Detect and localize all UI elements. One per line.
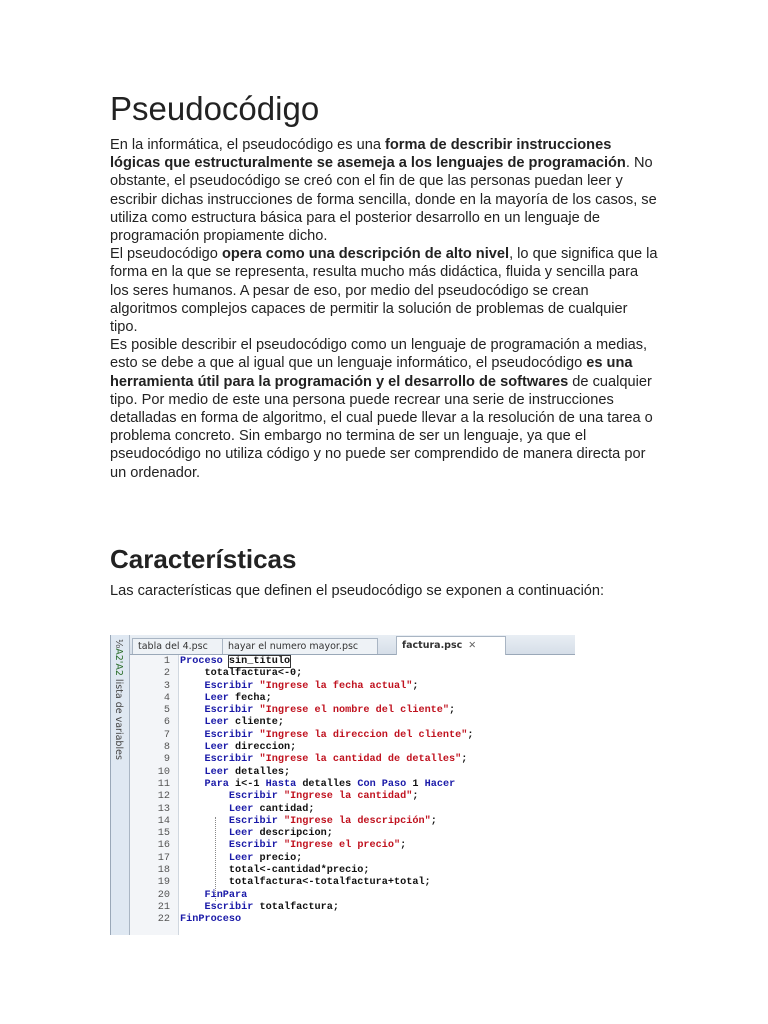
code-content — [180, 693, 272, 705]
pseint-editor-screenshot — [110, 635, 575, 935]
line-number: 19 — [157, 877, 170, 889]
code-token-tail: ; — [430, 815, 437, 827]
line-number: 14 — [157, 815, 170, 827]
line-number: 17 — [157, 852, 170, 864]
code-token-kw4: Hacer — [424, 778, 456, 790]
code-line[interactable] — [130, 705, 575, 717]
paragraph-2-bold: opera como una descripción de alto nivel — [221, 246, 510, 263]
page-title: Pseudocódigo — [110, 90, 320, 127]
code-token-kw: Escribir — [204, 680, 254, 692]
code-token-plain: totalfactura<-totalfactura+total; — [228, 877, 431, 889]
code-token-plain: descripcion; — [253, 828, 333, 840]
paragraph-1-text-a: En la informática, el pseudocódigo es una — [110, 137, 386, 153]
code-content — [180, 828, 333, 840]
code-token-str: "Ingrese la descripción" — [277, 815, 431, 827]
code-content — [180, 816, 437, 828]
code-token-indent — [180, 877, 229, 888]
code-token-str: "Ingrese la cantidad de detalles" — [253, 754, 462, 766]
line-number: 12 — [157, 791, 170, 803]
code-content — [180, 865, 370, 877]
close-icon[interactable]: ✕ — [468, 640, 477, 651]
section-intro: Las características que definen el pseudocódigo se exponen a continuación: — [110, 583, 605, 599]
code-content — [180, 742, 296, 754]
side-panel-vars-icon: A2'A2 — [113, 648, 124, 676]
code-token-plain3: 1 — [406, 778, 425, 790]
code-content — [180, 791, 418, 803]
code-token-plain: total<-cantidad*precio; — [228, 865, 370, 877]
code-line[interactable] — [130, 693, 575, 705]
code-token-indent — [180, 853, 229, 864]
code-line[interactable] — [130, 853, 575, 865]
code-token-kw: Escribir — [228, 815, 278, 827]
article-body — [110, 136, 658, 482]
code-line[interactable] — [130, 668, 575, 680]
code-area[interactable] — [130, 656, 575, 927]
code-token-plain: totalfactura<-0; — [204, 668, 303, 680]
paragraph-3-bold: es una herramienta útil para la programación y el desarrollo de softwares — [110, 355, 633, 390]
code-token-str: "Ingrese el nombre del cliente" — [253, 705, 450, 717]
code-token-tail: ; — [461, 754, 468, 766]
code-line[interactable] — [130, 877, 575, 889]
code-token-indent — [180, 816, 229, 827]
code-content — [180, 681, 418, 693]
code-token-kw: Escribir — [228, 791, 278, 803]
code-token-hl: sin_titulo — [228, 656, 291, 667]
code-token-kw: Escribir — [204, 754, 254, 766]
code-content — [180, 804, 315, 816]
code-token-tail: ; — [412, 680, 419, 692]
code-token-indent — [180, 717, 204, 728]
code-content — [180, 705, 455, 717]
line-number: 13 — [157, 803, 170, 815]
code-token-indent — [180, 742, 204, 753]
code-content — [180, 914, 241, 926]
code-token-indent — [180, 890, 204, 901]
code-line[interactable] — [130, 717, 575, 729]
code-token-indent — [180, 730, 204, 741]
line-number: 15 — [157, 828, 170, 840]
code-token-indent — [180, 840, 229, 851]
code-token-indent — [180, 705, 204, 716]
code-token-tail: ; — [449, 705, 456, 717]
line-number: 4 — [163, 692, 170, 704]
code-token-kw: FinProceso — [180, 914, 242, 926]
code-line[interactable] — [130, 742, 575, 754]
code-token-str: "Ingrese la direccion del cliente" — [253, 729, 468, 741]
line-number: 20 — [157, 889, 170, 901]
paragraph-3-text-a: Es posible describir el pseudocódigo como un lenguaje de programación a medias, esto se debe a que al igual que un lenguaje informático, el pseudocódigo — [110, 337, 648, 372]
code-token-plain: cantidad; — [253, 803, 315, 815]
paragraph-3 — [110, 336, 658, 482]
variables-side-panel[interactable] — [111, 635, 130, 935]
editor-tab-bar — [130, 635, 575, 655]
code-token-indent — [180, 791, 229, 802]
code-token-indent — [180, 693, 204, 704]
code-token-kw: Leer — [204, 717, 229, 729]
section-heading: Características — [110, 544, 297, 574]
code-token-tail: ; — [412, 791, 419, 803]
line-number: 16 — [157, 840, 170, 852]
code-content — [180, 779, 455, 791]
code-token-kw: Leer — [228, 852, 254, 864]
code-token-indent — [180, 865, 229, 876]
paragraph-1 — [110, 136, 658, 245]
code-content — [180, 767, 290, 779]
code-content — [180, 656, 290, 668]
paragraph-2-text-a: El pseudocódigo — [110, 246, 222, 263]
paragraph-3-text-c: de cualquier tipo. Por medio de este una persona puede recrear una serie de instrucciones detalladas en forma de algoritmo, el cual puede llevar a la resolución de una tarea o problema concreto. Sin embargo no termina de ser un lenguaje, ya que el pseudocódigo no utiliza código y no puede ser comprendido de manera directa por un ordenador. — [110, 373, 653, 481]
code-token-str: "Ingrese la cantidad" — [277, 791, 413, 803]
code-content — [180, 668, 302, 680]
line-number: 6 — [163, 717, 170, 729]
code-line[interactable] — [130, 865, 575, 877]
code-line[interactable] — [130, 730, 575, 742]
tab-label: hayar el numero mayor.psc — [228, 641, 359, 652]
line-number: 21 — [157, 901, 170, 913]
code-token-kw: Leer — [204, 742, 229, 754]
code-line[interactable] — [130, 914, 575, 926]
code-token-kw: Para — [204, 778, 229, 790]
code-token-indent — [180, 767, 204, 778]
paragraph-2 — [110, 245, 658, 336]
code-token-tail: ; — [467, 729, 474, 741]
line-number: 7 — [163, 729, 170, 741]
code-token-indent — [180, 779, 204, 790]
code-line[interactable] — [130, 890, 575, 902]
paragraph-1-text-c: . No obstante, el pseudocódigo se creó con el fin de que las personas puedan leer y escribir dichas instrucciones de forma sencilla, donde en la mayoría de los casos, se utiliza como estructura básica para el posterior desarrollo en un lenguaje de programación propiamente dicho. — [110, 155, 657, 245]
paragraph-2-text-c: , lo que significa que la forma en la que se representa, resulta mucho más didáctica, fluida y sencilla para los seres humanos. A pesar de eso, por medio del pseudocódigo se crean algoritmos complejos capaces de permitir la solución de problemas de cualquier tipo. — [110, 246, 658, 336]
code-content — [180, 877, 431, 889]
code-token-plain: i<-1 — [228, 778, 266, 790]
code-content — [180, 902, 339, 914]
code-line[interactable] — [130, 779, 575, 791]
code-line[interactable] — [130, 681, 575, 693]
code-line[interactable] — [130, 656, 575, 668]
code-token-str: "Ingrese el precio" — [277, 840, 401, 852]
tab-label: tabla del 4.psc — [138, 641, 208, 652]
code-token-indent — [180, 804, 229, 815]
code-content — [180, 853, 302, 865]
code-token-plain2: detalles — [296, 778, 358, 790]
line-number: 2 — [163, 668, 170, 680]
line-number: 3 — [163, 680, 170, 692]
code-content — [180, 890, 247, 902]
code-content — [180, 840, 406, 852]
side-panel-prefix: ¹⁄₀ — [113, 639, 124, 649]
code-line[interactable] — [130, 902, 575, 914]
code-token-plain: fecha; — [228, 692, 272, 704]
code-content — [180, 730, 474, 742]
line-number: 1 — [163, 656, 170, 667]
code-token-plain: direccion; — [228, 742, 297, 754]
code-content — [180, 754, 467, 766]
code-token-kw: Leer — [204, 766, 229, 778]
code-token-kw: Leer — [204, 692, 229, 704]
code-token-plain: cliente; — [228, 717, 284, 729]
code-token-kw3: Con Paso — [357, 778, 407, 790]
code-token-indent — [180, 754, 204, 765]
code-token-plain: totalfactura; — [253, 901, 339, 913]
code-token-str: "Ingrese la fecha actual" — [253, 680, 413, 692]
code-line[interactable] — [130, 828, 575, 840]
line-number: 18 — [157, 865, 170, 877]
code-token-kw: Leer — [228, 803, 254, 815]
code-token-kw: FinPara — [204, 889, 248, 901]
code-content — [180, 717, 284, 729]
side-panel-label: lista de variables — [113, 675, 124, 760]
line-number: 9 — [163, 754, 170, 766]
line-number: 10 — [157, 766, 170, 778]
tab-factura[interactable] — [396, 636, 506, 655]
code-token-kw: Escribir — [204, 705, 254, 717]
code-token-kw: Proceso — [180, 656, 223, 667]
line-number: 5 — [163, 705, 170, 717]
code-token-rest — [223, 656, 229, 667]
code-token-tail: ; — [400, 840, 407, 852]
code-token-indent — [180, 828, 229, 839]
code-line[interactable] — [130, 840, 575, 852]
code-token-kw2: Hasta — [265, 778, 297, 790]
code-line[interactable] — [130, 754, 575, 766]
code-token-indent — [180, 681, 204, 692]
line-number: 8 — [163, 742, 170, 754]
code-token-indent — [180, 902, 204, 913]
line-number: 22 — [157, 914, 170, 926]
tab-hayar-el-numero-mayor[interactable] — [222, 638, 378, 654]
code-token-indent — [180, 668, 204, 679]
code-line[interactable] — [130, 816, 575, 828]
code-token-kw: Escribir — [204, 729, 254, 741]
code-line[interactable] — [130, 767, 575, 779]
paragraph-1-bold: forma de describir instrucciones lógicas que estructuralmente se asemeja a los lenguajes de programación — [110, 137, 626, 172]
code-token-kw: Escribir — [204, 901, 254, 913]
code-token-plain: detalles; — [228, 766, 291, 778]
code-token-kw: Escribir — [228, 840, 278, 852]
code-token-plain: precio; — [253, 852, 303, 864]
code-line[interactable] — [130, 804, 575, 816]
tab-label: factura.psc — [402, 640, 463, 651]
code-line[interactable] — [130, 791, 575, 803]
line-number: 11 — [157, 778, 170, 790]
code-token-kw: Leer — [228, 828, 254, 840]
tab-tabla-del-4[interactable] — [132, 638, 226, 654]
